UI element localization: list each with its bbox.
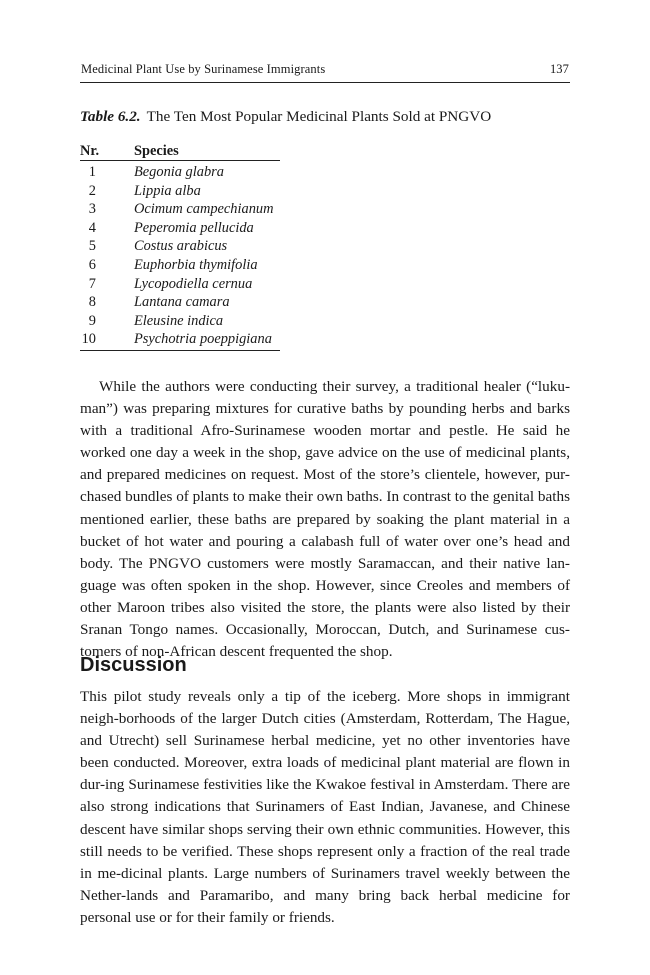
column-header-species: Species: [134, 142, 280, 161]
table-caption: [80, 108, 491, 126]
table-row: [80, 293, 280, 312]
table-row: [80, 200, 280, 219]
body-paragraph-survey: While the authors were conducting their survey, a traditional healer (“luku-man”) was preparing mixtures for curative baths by pounding herbs and barks with a traditional Afro-Surinamese wooden mortar and pestle. He said he worked one day a week in the shop, gave advice on the use of medicinal plants, and prepared medicines on request. Most of the store’s clientele, however, pur-chased bundles of plants to make their own baths. In contrast to the genital baths mentioned earlier, these baths are prepared by soaking the plant material in a bucket of hot water and pouring a calabash full of water over one’s head and body. The PNGVO customers were mostly Saramaccan, and their native lan-guage was often spoken in the shop. However, since Creoles and members of other Maroon tribes also visited the store, the plants were also listed by their Sranan Tongo names. Occasionally, Moroccan, Dutch, and Surinamese cus-tomers of non-African descent frequented the shop.: [80, 378, 570, 661]
table-row: [80, 219, 280, 238]
row-number: 1: [88, 164, 96, 180]
row-number: 3: [88, 201, 96, 218]
species-name: Lantana camara: [134, 294, 230, 311]
species-name: Lycopodiella cernua: [134, 275, 253, 292]
species-name: Costus arabicus: [134, 238, 228, 255]
page-number: 137: [549, 62, 569, 76]
species-name: Ocimum campechianum: [134, 201, 274, 218]
table-row: [80, 182, 280, 201]
table-header-row: [80, 142, 280, 161]
table-row: [80, 161, 280, 182]
plants-table: [80, 142, 280, 351]
species-name: Euphorbia thymifolia: [134, 256, 258, 273]
table-row: [80, 256, 280, 275]
table-row: [80, 275, 280, 294]
species-name: Psychotria poeppigiana: [134, 330, 280, 350]
species-name: Begonia glabra: [134, 164, 224, 180]
row-number: 7: [88, 275, 96, 292]
row-number: 2: [88, 182, 96, 199]
running-head-title: Medicinal Plant Use by Surinamese Immigrants: [81, 62, 326, 76]
table-row: [80, 330, 280, 350]
species-name: Lippia alba: [134, 182, 201, 199]
running-head: [80, 60, 570, 83]
body-paragraph-discussion: This pilot study reveals only a tip of the iceberg. More shops in immigrant neigh-borhoods of the larger Dutch cities (Amsterdam, Rotterdam, The Hague, and Utrecht) sell Surinamese herbal medicine, yet no other inventories have been conducted. Moreover, extra loads of medicinal plant material are flown in dur-ing Surinamese festivities like the Kwakoe festival in Amsterdam. There are also strong indications that Surinamers of East Indian, Javanese, and Chinese descent have similar shops serving their own ethnic communities. However, this still needs to be verified. These shops represent only a fraction of the real trade in me-dicinal plants. Large numbers of Surinamers travel weekly between the Nether-lands and Paramaribo, and many bring back herbal medicine for personal use or for their family or friends.: [80, 688, 570, 926]
column-header-nr: Nr.: [80, 142, 134, 161]
row-number: 9: [88, 312, 96, 329]
section-heading: Discussion: [80, 654, 187, 676]
row-number: 6: [88, 256, 96, 273]
table-row: [80, 237, 280, 256]
table-title: The Ten Most Popular Medicinal Plants Sold at PNGVO: [146, 108, 492, 125]
row-number: 5: [88, 238, 96, 255]
species-name: Peperomia pellucida: [134, 219, 254, 236]
row-number: 10: [80, 330, 134, 350]
species-name: Eleusine indica: [134, 312, 224, 329]
table-row: [80, 312, 280, 331]
row-number: 8: [88, 294, 96, 311]
row-number: 4: [88, 219, 96, 236]
table-label: Table 6.2.: [80, 108, 141, 125]
